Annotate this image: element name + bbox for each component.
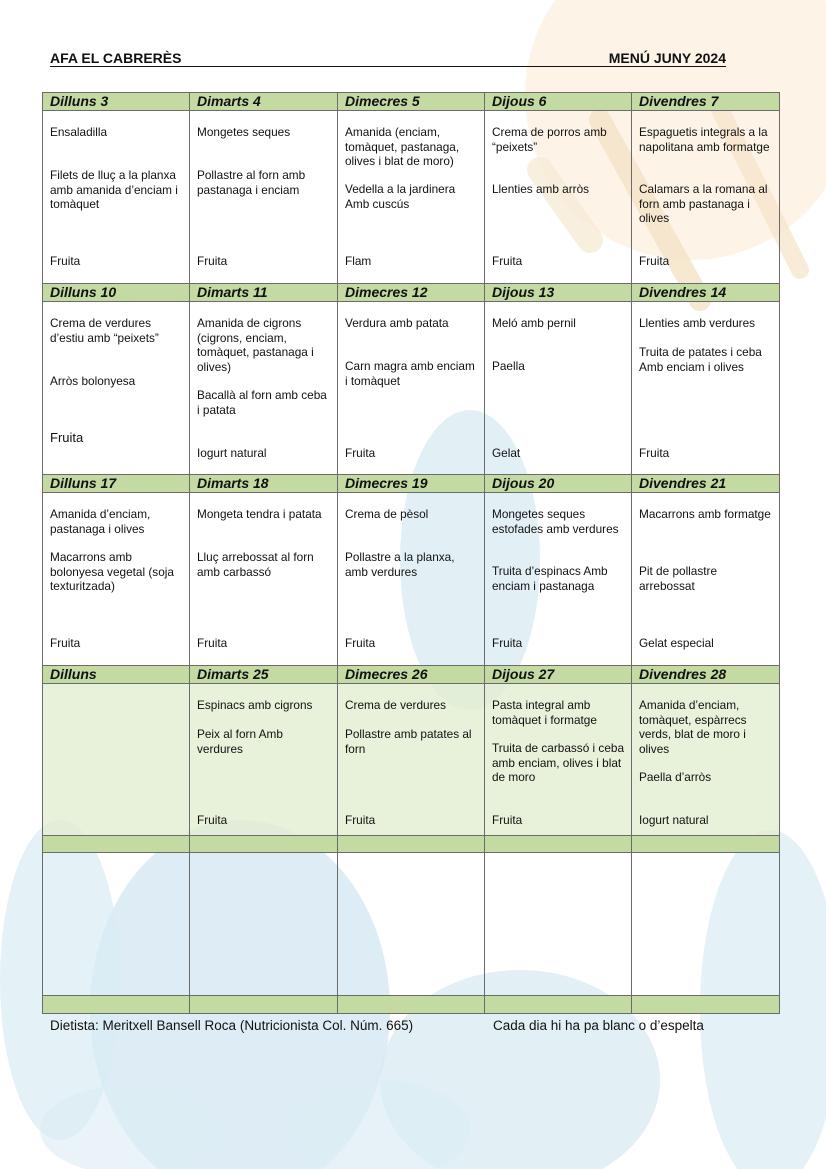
dessert: Fruita <box>345 813 376 827</box>
empty-cell <box>485 853 632 996</box>
dessert: Fruita <box>492 813 523 827</box>
day-header: Dimecres 19 <box>338 475 485 493</box>
second-course: Macarrons amb bolonyesa vegetal (soja texturitzada) <box>50 550 174 593</box>
week-1-meals <box>43 111 780 284</box>
dessert: Fruita <box>345 636 376 650</box>
day-header: Dimarts 11 <box>190 284 338 302</box>
day-header: Dilluns 10 <box>43 284 190 302</box>
day-header: Dimecres 5 <box>338 93 485 111</box>
day-header: Dimecres 26 <box>338 666 485 684</box>
dietitian-credit: Dietista: Meritxell Bansell Roca (Nutricionista Col. Núm. 665) <box>50 1018 414 1033</box>
second-course: Pollastre a la planxa, amb verdures <box>345 550 455 579</box>
first-course: Llenties amb verdures <box>639 316 756 330</box>
dessert: Fruita <box>197 254 228 268</box>
empty-cell <box>338 836 485 853</box>
day-header: Dimarts 25 <box>190 666 338 684</box>
dessert: Iogurt natural <box>197 446 267 460</box>
first-course: Crema de porros amb “peixets” <box>492 125 607 154</box>
dessert: Fruita <box>197 813 228 827</box>
day-cell <box>485 302 632 475</box>
dessert: Fruita <box>345 446 376 460</box>
day-header: Dijous 20 <box>485 475 632 493</box>
day-cell <box>190 302 338 475</box>
second-course: Calamars a la romana al forn amb pastanaga i olives <box>639 182 768 225</box>
first-course: Mongetes seques estofades amb verdures <box>492 507 619 536</box>
dessert: Fruita <box>197 636 228 650</box>
day-cell <box>632 111 780 284</box>
first-course: Mongetes seques <box>197 125 291 139</box>
dessert: Fruita <box>50 636 81 650</box>
empty-footer-row <box>43 996 780 1014</box>
first-course: Amanida d’enciam, pastanaga i olives <box>50 507 151 536</box>
empty-cell <box>338 996 485 1014</box>
day-header: Divendres 14 <box>632 284 780 302</box>
day-cell <box>190 111 338 284</box>
empty-cell <box>485 836 632 853</box>
dessert: Fruita <box>50 430 84 445</box>
first-course: Crema de verdures d’estiu amb “peixets” <box>50 316 159 345</box>
first-course: Mongeta tendra i patata <box>197 507 322 521</box>
org-name: AFA EL CABRERÈS <box>50 50 182 66</box>
day-cell <box>338 493 485 666</box>
day-header: Dilluns 17 <box>43 475 190 493</box>
empty-cell <box>43 996 190 1014</box>
first-course: Amanida de cigrons (cigrons, enciam, tomàquet, pastanaga i olives) <box>197 316 314 374</box>
dessert: Fruita <box>492 636 523 650</box>
second-course: Pollastre amb patates al forn <box>345 727 472 756</box>
empty-meal-row <box>43 853 780 996</box>
empty-cell <box>632 836 780 853</box>
first-course: Meló amb pernil <box>492 316 576 330</box>
second-course: Carn magra amb enciam i tomàquet <box>345 359 475 388</box>
first-course: Ensaladilla <box>50 125 108 139</box>
second-course: Pit de pollastre arrebossat <box>639 564 718 593</box>
empty-cell <box>190 853 338 996</box>
empty-cell <box>338 853 485 996</box>
dessert: Flam <box>345 254 372 268</box>
day-header: Divendres 21 <box>632 475 780 493</box>
day-header: Dimarts 4 <box>190 93 338 111</box>
week-4-meals <box>43 684 780 836</box>
day-cell <box>485 684 632 836</box>
day-header: Dijous 13 <box>485 284 632 302</box>
week-1-day-headers <box>43 93 780 111</box>
day-cell <box>43 111 190 284</box>
week-2-day-headers <box>43 284 780 302</box>
second-course: Truita de patates i ceba Amb enciam i olives <box>639 345 762 374</box>
second-course: Lluç arrebossat al forn amb carbassó <box>197 550 314 579</box>
day-cell <box>632 684 780 836</box>
day-header: Dijous 27 <box>485 666 632 684</box>
week-3-day-headers <box>43 475 780 493</box>
dessert: Fruita <box>639 446 670 460</box>
first-course: Pasta integral amb tomàquet i formatge <box>492 698 597 727</box>
day-header: Divendres 7 <box>632 93 780 111</box>
empty-cell <box>485 996 632 1014</box>
day-header: Dilluns <box>43 666 190 684</box>
day-cell <box>190 684 338 836</box>
page-title: MENÚ JUNY 2024 <box>608 50 726 66</box>
day-header: Dimecres 12 <box>338 284 485 302</box>
first-course: Macarrons amb formatge <box>639 507 771 521</box>
empty-cell <box>190 836 338 853</box>
dessert: Fruita <box>492 254 523 268</box>
day-header: Divendres 28 <box>632 666 780 684</box>
week-2-meals <box>43 302 780 475</box>
second-course: Arròs bolonyesa <box>50 374 136 388</box>
second-course: Paella <box>492 359 525 373</box>
dessert: Gelat especial <box>639 636 714 650</box>
first-course: Amanida (enciam, tomàquet, pastanaga, olives i blat de moro) <box>345 125 460 168</box>
day-header: Dilluns 3 <box>43 93 190 111</box>
day-cell <box>485 111 632 284</box>
day-cell <box>338 684 485 836</box>
second-course: Filets de lluç a la planxa amb amanida d’enciam i tomàquet <box>50 168 178 211</box>
first-course: Espinacs amb cigrons <box>197 698 313 712</box>
day-cell <box>485 493 632 666</box>
day-cell <box>338 111 485 284</box>
dessert: Fruita <box>50 254 81 268</box>
day-header: Dijous 6 <box>485 93 632 111</box>
bread-note: Cada dia hi ha pa blanc o d’espelta <box>493 1018 704 1033</box>
week-3-meals <box>43 493 780 666</box>
empty-cell <box>632 996 780 1014</box>
second-course: Peix al forn Amb verdures <box>197 727 283 756</box>
first-course: Crema de verdures <box>345 698 446 712</box>
first-course: Verdura amb patata <box>345 316 449 330</box>
dessert: Gelat <box>492 446 521 460</box>
dessert: Iogurt natural <box>639 813 709 827</box>
empty-cell <box>43 853 190 996</box>
day-header: Dimarts 18 <box>190 475 338 493</box>
first-course: Espaguetis integrals a la napolitana amb formatge <box>639 125 770 154</box>
day-cell <box>43 302 190 475</box>
second-course: Vedella a la jardinera Amb cuscús <box>345 182 456 211</box>
empty-cell <box>632 853 780 996</box>
dessert: Fruita <box>639 254 670 268</box>
empty-cell <box>43 836 190 853</box>
empty-cell <box>190 996 338 1014</box>
menu-table <box>42 92 780 1014</box>
day-cell <box>190 493 338 666</box>
page-header <box>50 50 726 67</box>
second-course: Llenties amb arròs <box>492 182 590 196</box>
first-course: Crema de pèsol <box>345 507 429 521</box>
second-course: Bacallà al forn amb ceba i patata <box>197 388 327 417</box>
day-cell <box>632 493 780 666</box>
empty-header-row <box>43 836 780 853</box>
week-4-day-headers <box>43 666 780 684</box>
second-course: Truita de carbassó i ceba amb enciam, olives i blat de moro <box>492 741 625 784</box>
second-course: Truita d’espinacs Amb enciam i pastanaga <box>492 564 608 593</box>
day-cell <box>43 493 190 666</box>
first-course: Amanida d’enciam, tomàquet, espàrrecs verds, blat de moro i olives <box>639 698 747 756</box>
day-cell <box>43 684 190 836</box>
day-cell <box>632 302 780 475</box>
day-cell <box>338 302 485 475</box>
second-course: Paella d’arròs <box>639 770 712 784</box>
second-course: Pollastre al forn amb pastanaga i enciam <box>197 168 306 197</box>
